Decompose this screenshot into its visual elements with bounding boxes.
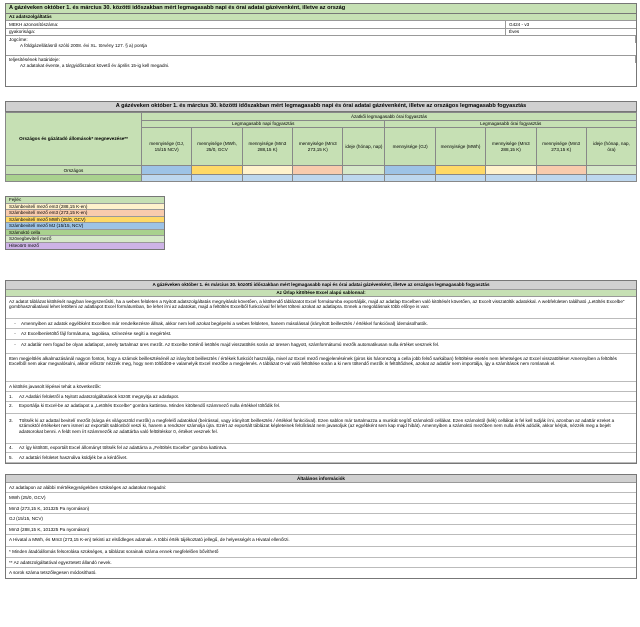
- step-item: [6, 402, 636, 414]
- instructions-subtitle: Az Űrlap kitöltése Excel alapú sablonnal:: [6, 290, 636, 297]
- column-header: ideje (hónap, nap): [343, 128, 385, 166]
- step-text: Exportálja ki Excel-be az adatlapot a „Letöltés Excelbe” gombra kattintva. Minden kitöltendő számmező nulla értékkel töltődik fel.: [19, 403, 281, 409]
- column-header: mennyisége (GJ): [385, 128, 435, 166]
- meki-value[interactable]: G424 - v3: [509, 21, 530, 27]
- input-cell-m3-288-hourly[interactable]: [486, 166, 536, 175]
- legend-item: Fejléc: [6, 197, 164, 204]
- input-cell[interactable]: [192, 175, 242, 182]
- input-cell-m3-273[interactable]: [293, 166, 343, 175]
- input-cell-date[interactable]: [343, 166, 385, 175]
- steps-title: A kitöltés javasolt lépései tehát a következők:: [6, 382, 636, 393]
- legend-item: Számbevitelí mező em3 (273,15 K-en): [6, 210, 164, 217]
- station-row-label[interactable]: [6, 175, 142, 182]
- general-note: A sorok száma tetszőlegesen módosítható.: [9, 570, 97, 576]
- header-info-box: [5, 14, 637, 88]
- input-cell[interactable]: [293, 175, 343, 182]
- legend-item: Számbevitelí mező MJ (15/15, NCV): [6, 223, 164, 230]
- law-row: [6, 36, 636, 56]
- provider-label: Az adatszolgáltatás: [9, 14, 52, 20]
- deadline-row: [6, 56, 636, 86]
- data-table: [5, 112, 637, 183]
- step-number: 3.: [9, 417, 13, 423]
- column-header: mennyisége (GJ, 15/15 NCV): [142, 128, 192, 166]
- list-item: [6, 319, 636, 330]
- input-cell-m3-288[interactable]: [242, 166, 292, 175]
- bullet-icon: -: [14, 341, 16, 347]
- column-header: mennyisége (Mm3 273,15 K): [536, 128, 586, 166]
- legend-item: Hiteoörö mező: [6, 243, 164, 249]
- step-number: 2.: [9, 403, 13, 409]
- header-title: A gázéveken október 1. és március 30. közötti időszakban mért legmagasabb napi és órai adatai gázévenként, illetve az ország: [5, 3, 637, 14]
- unit-item: Mm3 (273,15 K, 101325 Pa nyomáson): [6, 504, 636, 515]
- instructions-box: [5, 280, 637, 464]
- bullet-text: Az Excelbenletöltő fájl formátuma, tagolása, színezése segíti a megértést.: [21, 331, 172, 337]
- step-number: 5.: [9, 454, 13, 460]
- input-cell[interactable]: [435, 175, 485, 182]
- input-cell[interactable]: [536, 175, 586, 182]
- column-header: mennyisége (Mm3 273,15 K): [293, 128, 343, 166]
- step-number: 1.: [9, 393, 13, 399]
- law-value: A földgázellátásról szóló 2008. évi XL. törvény 127. § a) pontja: [20, 43, 147, 49]
- color-legend: [5, 196, 165, 250]
- legend-item: Szövegbevitelí mező: [6, 236, 164, 243]
- list-item: [6, 340, 636, 354]
- freq-label: gyakorisága:: [6, 29, 506, 36]
- input-cell-datetime-hourly[interactable]: [586, 166, 636, 175]
- input-cell[interactable]: [343, 175, 385, 182]
- provider-row: [6, 14, 636, 22]
- unit-item: GJ (15/15, NCV): [6, 514, 636, 525]
- general-note: A Hivatal a MWh, és Mm3 (273,15 K-en) tekinti az elsődleges adatnak. A többi érték tájékoztató jellegű, de helyességét a Hivatal ellenőrzi.: [6, 535, 636, 547]
- column-header: mennyisége (MWh, 25/0, GCV: [192, 128, 242, 166]
- instructions-title: A gázéveken október 1. és március 30. közötti időszakban mért legmagasabb napi és órai adatai gázévenként, illetve az országos legmagasabb fogyasztás: [6, 281, 636, 290]
- general-info-box: [5, 474, 637, 579]
- freq-row: [6, 29, 636, 37]
- input-cell-mwh-hourly[interactable]: [435, 166, 485, 175]
- step-text: Az adattári felületet használva küldjék be a kérdőívet.: [19, 454, 128, 460]
- bullet-icon: -: [14, 331, 16, 337]
- legend-item: Számbevitelí mező em3 (288,15 K-en): [6, 204, 164, 211]
- unit-item: MWh (25/0, GCV): [6, 493, 636, 504]
- input-cell-gj[interactable]: [142, 166, 192, 175]
- meki-label: MEKH azonosítószáma:: [6, 21, 506, 28]
- input-cell-gj-hourly[interactable]: [385, 166, 435, 175]
- daily-header: Legmagasabb napi fogyasztás: [142, 120, 385, 128]
- step-number: 4.: [9, 445, 13, 451]
- legend-item: Számoktó cella: [6, 230, 164, 237]
- step-text: Az Adatlári felületről a Nyitott adatszolgáltatások között megnyitja az adatlapot.: [19, 393, 180, 399]
- step-text: Töltsék ki az adattal bevitelí mezőit (sárga és világoszöld mezők) a megfelelő adatokkal (beírással, vagy irányított beillesztés / értékkel funkcióval). Ezen sablon már tartalmazza a munkát segítő számoktól cellákat. Ezen számoktól (kék) cellákat is fel kell tudják írni, azonban az adattár ezeket a számoktól értékeket nem ismeri az exportált sablonból veszi ki, hanem a rendszer számolja újra. Ezért az exportált táblázat képleteinek felülírását nem javasoljuk (az egyébként sem kap majd hibát). Amennyiben a számoktó mezőben nem nulla érték adódik, akkor kérjük, nézzék meg a bejelt adatsorokat benni. A feldt nem írt számmezők az adattárba való feltöltéskor 0, értéket vesznek fel.: [19, 417, 615, 434]
- instructions-note: Itten megjelölés alkalmazásánál nagyon fontos, hogy a számok beillesztésénél az irányított beillesztés / értékek funkciót használja, mivel az Excel mező megjelenésének (piros kis háromszög a cella jobb felső sarkában) feltöltése esetén nem lehetséges az Excel visszatöltése! Amennyiben a feltöltés Excelből nem akar megvalósulni, akkor először nézzék meg, hogy nem töltődött-e valamelyik Excel mezőbe a megjelenés. A táblázat 0-val való feltöltése során a ki nem töltendő mezők is feltöltődnek, azokat az adatlár nem importálja, így a számítások nem romlanak el.: [6, 354, 636, 382]
- group-header: Ázatkői legmagasabb órai fogyasztás: [142, 112, 637, 120]
- general-note: * Minden átadóállomás felsorolása szükséges, a táblázat sorainak száma ennek megfelelően bővíthető: [6, 547, 636, 558]
- list-item: [6, 329, 636, 340]
- input-cell[interactable]: [486, 175, 536, 182]
- step-text: Az így kitöltött, exportált Excel állományt töltsék fel az adattárra a „Feltöltés Excelbe” gombra kattintva.: [19, 445, 228, 451]
- step-item: [6, 444, 636, 454]
- freq-value[interactable]: Éves: [509, 29, 520, 35]
- meki-row: [6, 21, 636, 29]
- units-title: Az adatlapon az alábbi mértékegységekben szükséges az adatokat megadni:: [6, 483, 636, 494]
- deadline-value: Az adatokat évente, a tárgyidőszakot követő év április 15-ig kell megadni.: [20, 63, 170, 69]
- column-header: ideje (hónap, nap, óra): [586, 128, 636, 166]
- input-cell-m3-273-hourly[interactable]: [536, 166, 586, 175]
- column-header: mennyisége (Mm3 288,15 K): [486, 128, 536, 166]
- hourly-header: Legmagasabb órai fogyasztás: [385, 120, 637, 128]
- general-info-title: Általános információk: [6, 475, 636, 483]
- column-header: mennyisége (Mm3 288,15 K): [242, 128, 292, 166]
- unit-item: Mm3 (288,15 K, 101325 Pa nyomáson): [6, 525, 636, 536]
- legend-item: Számbevitelí mező MWh (25/0, GCV): [6, 217, 164, 224]
- data-table-title: A gázéveken október 1. és március 30. közötti időszakban mért legmagasabb napi és órai adatai gázévenként, illetve az országos legmagasabb fogyasztás: [5, 101, 637, 112]
- step-item: [6, 392, 636, 402]
- column-header: mennyisége (MWh): [435, 128, 485, 166]
- bullet-text: Amennyiben az adatok egyébként Excelben már rendelkezésre állnak, akkor nem kell azokat begépelni a webes felületen, hanem másolással (irányított beillesztés / értékkel funkcióval) ídemásolhatók.: [21, 320, 428, 326]
- input-cell[interactable]: [586, 175, 636, 182]
- instructions-intro: Az adatot táblázat kitöltését nagyban leegyszerűsíti, ha a webes felületen a Nyitott adatszolgáltatás megnyitását követően, a kitöltendő táblázatot Excel formátumba exportálják, majd az adatlap Excelben való kitöltését követően, az Excelt visszatöltik adatokkal. A webfelületen található „Letöltés Excelbe” gombhasználatával lehet letölteni az adatlapot Excel formátumban, be lehet írni az adatokat, majd a feltöltés Excelből funkcióval fel lehet tölteni azokat az adatlapra. Ennek a megoldásnak több előnye is van:: [6, 297, 636, 319]
- input-cell[interactable]: [242, 175, 292, 182]
- deadline-label: teljesítésének határideje:: [6, 56, 636, 63]
- worksheet: [5, 3, 637, 579]
- input-cell-mwh[interactable]: [192, 166, 242, 175]
- country-label: Országos: [6, 166, 142, 175]
- input-cell[interactable]: [385, 175, 435, 182]
- bullet-text: Az adatlár nem fogad be olyan adatlapot, amely tartalmaz üres mezőt. Az Excelbe történő letöltés majd visszatöltés során az üresen hagyott, számformátumú mezők automatikusan nulla értéket vesznek fel.: [21, 341, 440, 347]
- general-note: ** Az adatszolgáltatóval egyeztetett állandó nevek.: [6, 558, 636, 569]
- law-label: Jogcíme:: [6, 36, 636, 43]
- step-item: [6, 414, 636, 444]
- step-item: [6, 453, 636, 463]
- bullet-icon: -: [14, 320, 16, 326]
- row-header-cell: Országos és gázátadó állomások* megnevezése**: [6, 112, 142, 166]
- input-cell[interactable]: [142, 175, 192, 182]
